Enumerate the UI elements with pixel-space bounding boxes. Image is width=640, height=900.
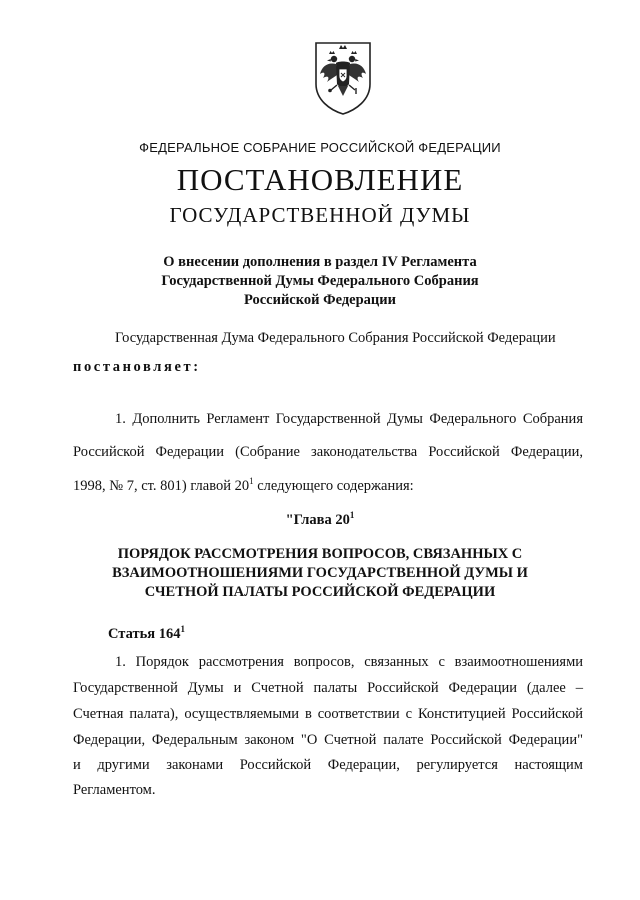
article-line: Государственной Думы и Счетной палаты Российской Федерации (далее – [73,680,583,696]
chapter-title-line: ПОРЯДОК РАССМОТРЕНИЯ ВОПРОСОВ, СВЯЗАННЫХ С [117,546,523,562]
document-type-title: ПОСТАНОВЛЕНИЕ [176,162,464,197]
chapter-title-line: ВЗАИМООТНОШЕНИЯМИ ГОСУДАРСТВЕННОЙ ДУМЫ И [112,565,528,581]
document-subject [0,253,640,310]
preamble-text: Государственная Дума Федерального Собрания Российской Федерации [115,330,556,346]
superscript: 1 [180,624,185,634]
article-line: Регламентом. [73,782,156,798]
item-1-text: 1998, № 7, ст. 801) главой 20 [73,478,250,494]
item-1-line: Российской Федерации (Собрание законодательства Российской Федерации, [73,444,583,460]
article-line: Счетная палата), осуществляемыми в соответствии с Конституцией Российской [73,706,583,722]
superscript: 1 [349,510,355,520]
issuer-subtitle: ГОСУДАРСТВЕННОЙ ДУМЫ [169,203,471,227]
chapter-title [0,545,640,602]
institution-header: ФЕДЕРАЛЬНОЕ СОБРАНИЕ РОССИЙСКОЙ ФЕДЕРАЦИИ [139,140,501,155]
subject-line: Государственной Думы Федерального Собрания [161,273,479,289]
article-line: Федерации, Федеральным законом "О Счетной палате Российской Федерации" [73,732,583,748]
article-line: и другими законами Российской Федерации, регулируется настоящим [73,757,583,773]
subject-line: Российской Федерации [243,292,396,308]
superscript: 1 [249,476,254,486]
chapter-title-line: СЧЕТНОЙ ПАЛАТЫ РОССИЙСКОЙ ФЕДЕРАЦИИ [144,584,496,600]
coat-of-arms-icon [312,40,374,116]
item-1-line [73,478,583,495]
article-label [108,626,185,643]
subject-line: О внесении дополнения в раздел IV Регламента [163,254,477,270]
decree-word: постановляет: [73,359,201,375]
article-line: 1. Порядок рассмотрения вопросов, связанных с взаимоотношениями [115,654,583,670]
chapter-number: "Глава 20 [285,512,350,528]
item-1-line: 1. Дополнить Регламент Государственной Думы Федерального Собрания [115,411,583,427]
chapter-label [0,512,640,529]
item-1-text: следующего содержания: [253,478,414,494]
article-number: Статья 164 [108,626,181,642]
